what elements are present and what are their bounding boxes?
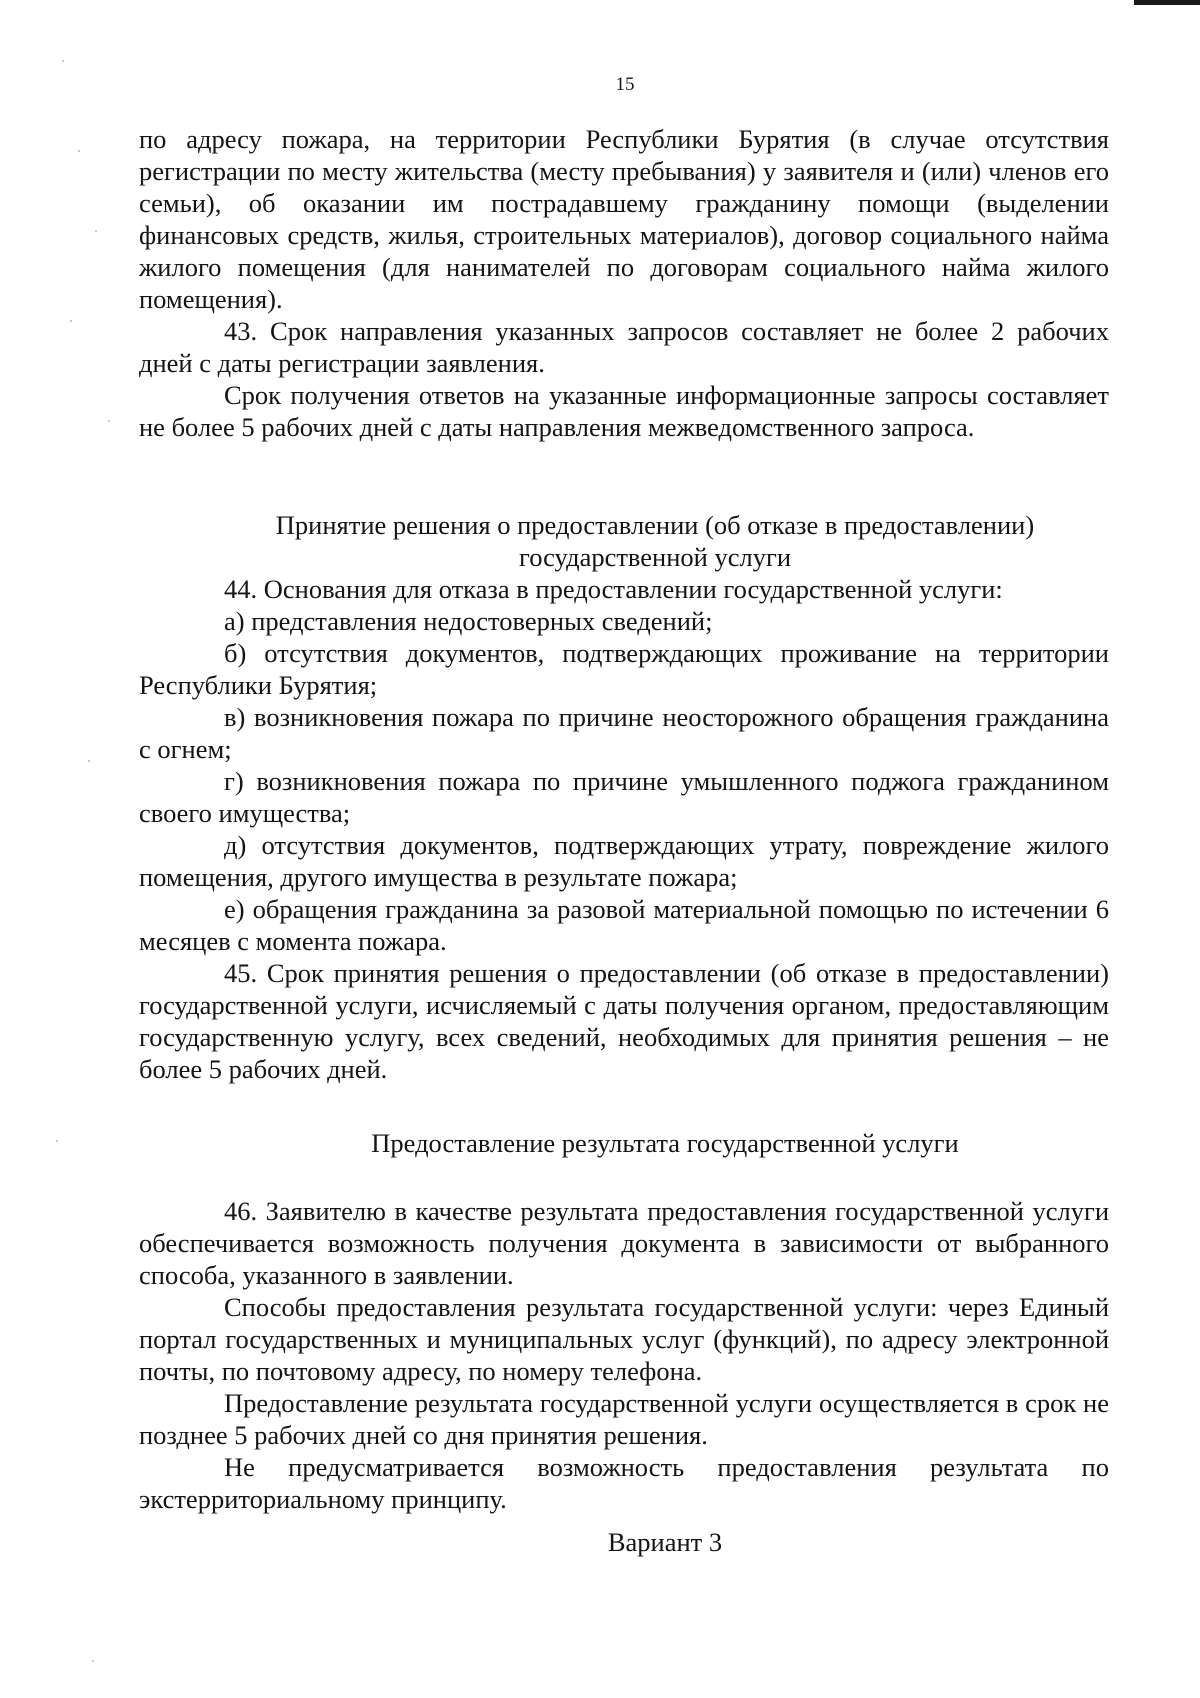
variant-heading: Вариант 3 xyxy=(607,1527,723,1557)
scan-speck xyxy=(62,60,64,62)
list-item-e: е) обращения гражданина за разовой материальной помощью по истечении 6 месяцев с момента пожара. xyxy=(139,894,1109,956)
paragraph-45: 45. Срок принятия решения о предоставлении (об отказе в предоставлении) государственной услуги, исчисляемый с даты получения органом, предоставляющим государственную услугу, всех сведений, необходимых для принятия решения – не более 5 рабочих дней. xyxy=(139,958,1109,1084)
text-block-result xyxy=(139,1195,1109,1515)
paragraph-extraterritorial: Не предусматривается возможность предоставления результата по экстерриториальному принципу. xyxy=(139,1452,1109,1514)
paragraph-46: 46. Заявителю в качестве результата предоставления государственной услуги обеспечивается возможность получения документа в зависимости от выбранного способа, указанного в заявлении. xyxy=(139,1196,1109,1290)
scan-speck xyxy=(88,760,90,762)
list-item-b: б) отсутствия документов, подтверждающих проживание на территории Республики Бурятия; xyxy=(139,638,1109,700)
section-heading-decision-line2: государственной услуги xyxy=(518,542,792,572)
text-block-refusal-grounds xyxy=(139,573,1109,1085)
paragraph-result-term: Предоставление результата государственной услуги осуществляется в срок не позднее 5 рабочих дней со дня принятия решения. xyxy=(139,1388,1109,1450)
scan-speck xyxy=(78,150,80,152)
paragraph-43: 43. Срок направления указанных запросов составляет не более 2 рабочих дней с даты регистрации заявления. xyxy=(139,316,1109,378)
list-item-v: в) возникновения пожара по причине неосторожного обращения гражданина с огнем; xyxy=(139,702,1109,764)
paragraph-request-details: по адресу пожара, на территории Республики Бурятия (в случае отсутствия регистрации по месту жительства (месту пребывания) у заявителя и (или) членов его семьи), об оказании им пострадавшему гражданину помощи (выделении финансовых средств, жилья, строительных материалов), договор социального найма жилого помещения (для нанимателей по договорам социального найма жилого помещения). xyxy=(139,124,1109,314)
list-item-g: г) возникновения пожара по причине умышленного поджога гражданином своего имущества; xyxy=(139,766,1109,828)
paragraph-response-term: Срок получения ответов на указанные информационные запросы составляет не более 5 рабочих дней с даты направления межведомственного запроса. xyxy=(139,380,1109,442)
scan-edge-mark xyxy=(1134,0,1200,5)
scan-speck xyxy=(92,1660,94,1662)
list-item-d: д) отсутствия документов, подтверждающих утрату, повреждение жилого помещения, другого имущества в результате пожара; xyxy=(139,830,1109,892)
text-block-requests xyxy=(139,123,1109,443)
section-heading-result: Предоставление результата государственной услуги xyxy=(371,1128,959,1158)
scan-speck xyxy=(56,1140,58,1142)
paragraph-44: 44. Основания для отказа в предоставлении государственной услуги: xyxy=(224,574,1003,604)
scan-speck xyxy=(70,320,72,322)
list-item-a: а) представления недостоверных сведений; xyxy=(224,606,713,636)
section-heading-decision xyxy=(230,509,1080,573)
section-heading-decision-line1: Принятие решения о предоставлении (об отказе в предоставлении) xyxy=(275,510,1035,540)
scan-speck xyxy=(95,230,97,232)
page-number: 15 xyxy=(615,74,635,95)
paragraph-result-methods: Способы предоставления результата государственной услуги: через Единый портал государственных и муниципальных услуг (функций), по адресу электронной почты, по почтовому адресу, по номеру телефона. xyxy=(139,1292,1109,1386)
scan-speck xyxy=(108,420,110,422)
